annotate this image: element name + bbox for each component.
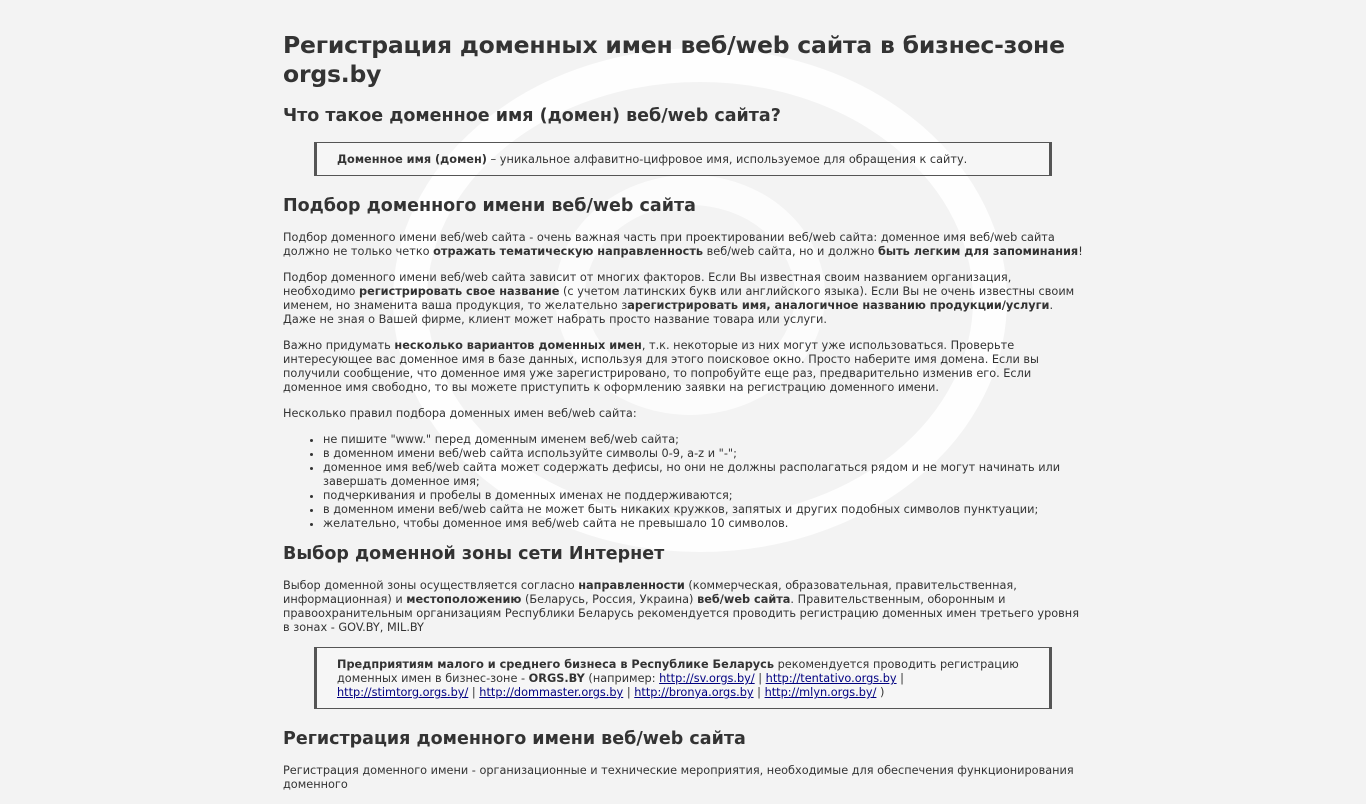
selection-paragraph-3 xyxy=(283,339,1083,395)
definition-text: – уникальное алфавитно-цифровое имя, используемое для обращения к сайту. xyxy=(486,153,968,166)
text-span: веб/web сайта, но и должно xyxy=(703,245,878,258)
orgs-by-box xyxy=(314,647,1052,709)
text-span: ) xyxy=(876,686,885,699)
example-link-tentativo[interactable]: http://tentativo.orgs.by xyxy=(765,672,897,685)
text-span: Подбор доменного имени веб/web сайта - очень важная часть при проектировании веб/web сайта: доменное имя веб/web сайта должно не только четко xyxy=(283,231,1055,258)
rules-list xyxy=(283,433,1083,531)
section-registration xyxy=(283,728,1083,792)
example-link-sv[interactable]: http://sv.orgs.by/ xyxy=(659,672,755,685)
emphasis: Предприятиям малого и среднего бизнеса в Республике Беларусь xyxy=(337,658,775,671)
list-item: • доменное имя веб/web сайта может содержать дефисы, но они не должны располагаться рядом и не могут начинать или завершать доменное имя; xyxy=(323,461,1083,489)
emphasis: регистрировать свое название xyxy=(359,285,560,298)
text-span: Выбор доменной зоны осуществляется согласно xyxy=(283,579,579,592)
emphasis: направленности xyxy=(578,579,685,592)
text-span: (коммерческая, образовательная, правительственная, информационная) и xyxy=(283,579,1017,606)
article xyxy=(283,31,1083,804)
list-item: • подчеркивания и пробелы в доменных именах не поддерживаются; xyxy=(323,489,1083,503)
example-link-dommaster[interactable]: http://dommaster.orgs.by xyxy=(479,686,624,699)
link-separator: | xyxy=(468,686,480,699)
registration-paragraph: Регистрация доменного имени - организационные и технические мероприятия, необходимые для обеспечения функционирования доменного xyxy=(283,764,1074,791)
selection-paragraph-2 xyxy=(283,271,1083,327)
zone-paragraph xyxy=(283,579,1083,635)
example-link-mlyn[interactable]: http://mlyn.orgs.by/ xyxy=(764,686,877,699)
link-separator: | xyxy=(623,686,635,699)
example-link-bronya[interactable]: http://bronya.orgs.by xyxy=(634,686,754,699)
text-span: ! xyxy=(1078,245,1083,258)
emphasis: несколько вариантов доменных имен xyxy=(394,339,642,352)
link-separator: | xyxy=(754,672,766,685)
page-title: Регистрация доменных имен веб/web сайта в бизнес-зоне orgs.by xyxy=(283,31,1065,88)
text-span: (Беларусь, Россия, Украина) xyxy=(521,593,698,606)
section-heading-zone: Выбор доменной зоны сети Интернет xyxy=(283,544,665,564)
text-span: . Даже не зная о Вашей фирме, клиент может набрать просто название товара или услуги. xyxy=(283,299,1054,326)
list-item: • не пишите "www." перед доменным именем веб/web сайта; xyxy=(323,433,1083,447)
selection-paragraph-1 xyxy=(283,231,1083,259)
section-selection xyxy=(283,195,1083,531)
text-span: (например: xyxy=(584,672,660,685)
text-span: , т.к. некоторые из них могут уже использоваться. Проверьте интересующее вас доменное имя в базе данных, используя для этого поисковое окно. Просто наберите имя домена. Если вы получили сообщение, что доменное имя уже зарегистрировано, то попробуйте еще раз, предварительно изменив его. Если доменное имя свободно, то вы можете приступить к оформлению заявки на регистрацию доменного имени. xyxy=(283,339,1039,394)
section-heading-registration: Регистрация доменного имени веб/web сайта xyxy=(283,729,746,749)
text-span: рекомендуется проводить регистрацию доменных имен в бизнес-зоне - xyxy=(337,658,1019,685)
link-separator: | xyxy=(753,686,765,699)
text-span: Подбор доменного имени веб/web сайта зависит от многих факторов. Если Вы известная своим названием организация, необходимо xyxy=(283,271,1012,298)
text-span: Важно придумать xyxy=(283,339,395,352)
emphasis: отражать тематическую направленность xyxy=(433,245,704,258)
emphasis: местоположению xyxy=(406,593,522,606)
section-zone xyxy=(283,543,1083,709)
definition-term: Доменное имя (домен) xyxy=(337,153,487,166)
text-span: (с учетом латинских букв или английского языка). Если Вы не очень известны своим именем, но знаменита ваша продукция, то желательно з xyxy=(283,285,1075,312)
link-separator: | xyxy=(896,672,904,685)
list-item: • желательно, чтобы доменное имя веб/web сайта не превышало 10 символов. xyxy=(323,517,1083,531)
emphasis: веб/web сайта xyxy=(697,593,791,606)
selection-paragraph-4: Несколько правил подбора доменных имен веб/web сайта: xyxy=(283,407,637,420)
example-link-stimtorg[interactable]: http://stimtorg.orgs.by/ xyxy=(337,686,469,699)
list-item: • в доменном имени веб/web сайта используйте символы 0-9, a-z и "-"; xyxy=(323,447,1083,461)
emphasis: ORGS.BY xyxy=(528,672,585,685)
section-heading-what: Что такое доменное имя (домен) веб/web сайта? xyxy=(283,106,781,126)
definition-box xyxy=(314,142,1052,176)
list-item: • в доменном имени веб/web сайта не может быть никаких кружков, запятых и других подобных символов пунктуации; xyxy=(323,503,1083,517)
emphasis: быть легким для запоминания xyxy=(877,245,1079,258)
section-heading-selection: Подбор доменного имени веб/web сайта xyxy=(283,196,696,216)
text-span: . Правительственным, оборонным и правоохранительным организациям Республики Беларусь рекомендуется проводить регистрацию доменных имен третьего уровня в зонах - GOV.BY, MIL.BY xyxy=(283,593,1079,634)
emphasis: арегистрировать имя, аналогичное названию продукции/услуги xyxy=(627,299,1050,312)
